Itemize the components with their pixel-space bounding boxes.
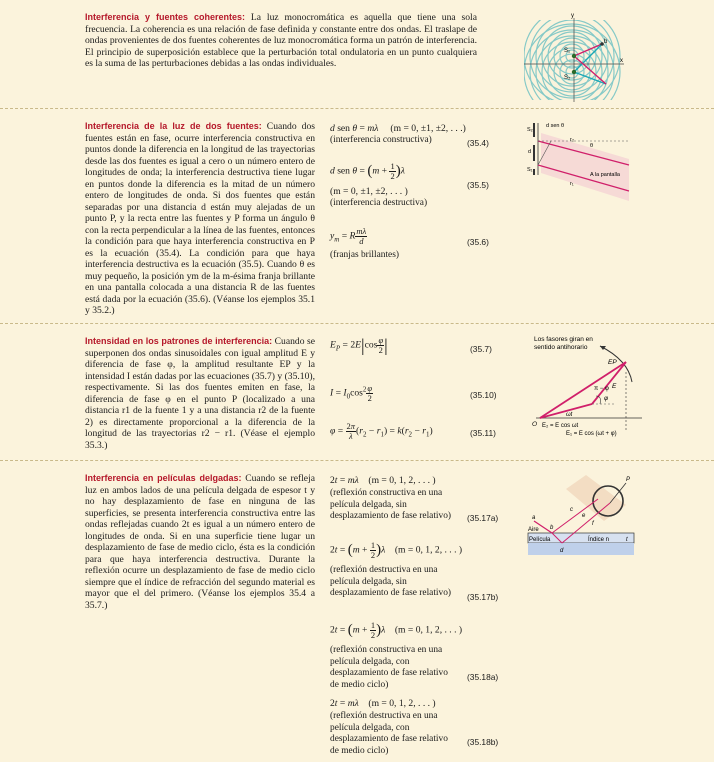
eq-35-18a-number: (35.18a)	[467, 672, 499, 682]
eq-35-4-range: (m = 0, ±1, ±2, . . .)	[390, 123, 466, 134]
equation-35-4: d sen θ = mλ (m = 0, ±1, ±2, . . .)	[330, 123, 466, 134]
section-dos-fuentes-heading: Interferencia de la luz de dos fuentes:	[85, 121, 262, 131]
section-peliculas	[0, 461, 714, 762]
fig4-indice-label: Índice n	[588, 537, 610, 543]
fig4-t-label: t	[626, 537, 628, 543]
two-source-geometry-figure	[526, 121, 636, 201]
eq-35-17b-range: (m = 0, 1, 2, . . . )	[394, 544, 463, 556]
fig2-r1-label: r₁	[570, 181, 574, 187]
fig3-o-label: O	[532, 421, 538, 428]
fig2-dsen-label: d sen θ	[546, 123, 565, 129]
wave-interference-figure	[520, 12, 628, 104]
eq-35-17a-note: (reflexión constructiva en una película delgada, sin desplazamiento de fase relativo)	[330, 488, 452, 521]
fig2-s2-label: S₂	[527, 127, 533, 133]
eq-35-18b-number: (35.18b)	[467, 737, 499, 747]
fig4-f-label: f	[592, 521, 594, 527]
fig4-a-label: a	[532, 515, 536, 521]
eq-35-18b-range: (m = 0, 1, 2, . . . )	[368, 698, 436, 709]
section-intensidad	[0, 324, 714, 460]
fig4-b-label: b	[550, 525, 554, 531]
fig2-r2-label: r₂	[570, 137, 574, 143]
section-intensidad-body: Cuando se superponen dos ondas sinusoidales con igual amplitud E y diferencia de fase φ, la amplitud resultante EP y la intensidad I están dadas por las ecuaciones (35.7) y (35.10), respectivamente. Si las dos fuentes emiten en fase, la diferencia de fase φ en el punto P (localizado a una distancia r1 de la fuente 1 y a una distancia r2 de la fuente 2) es directamente proporcional a la diferencia de la longitud de las trayectorias r2 − r1. (Véase el ejemplo 35.3.)	[85, 336, 315, 451]
fig4-p-label: P	[626, 477, 631, 483]
eq-35-11-number: (35.11)	[470, 428, 496, 438]
fig2-s1-label: S₁	[527, 167, 533, 173]
fig4-aire-label: Aire	[528, 527, 539, 533]
eq-35-18a-range: (m = 0, 1, 2, . . . )	[394, 624, 463, 636]
fig3-title-line1: Los fasores giran en	[534, 336, 593, 343]
section-intensidad-text	[85, 336, 315, 451]
equation-35-17a: 2t = mλ (m = 0, 1, 2, . . . )	[330, 475, 436, 486]
section-peliculas-body: Cuando se refleja luz en ambos lados de una película delgada de espesor t y no hay desplazamiento de fase en ninguna de las superficies, se presenta interferencia constructiva entre las ondas reflejadas cuando 2t es igual a un número entero de longitudes de onda. Si en una superficie tiene lugar un desplazamiento de fase de medio ciclo, ésta es la condición para que haya interferencia destructiva. Durante la reflexión ocurre un desplazamiento de fase de medio ciclo siempre que el índice de refracción del segundo material es mayor que el del primero. (Véanse los ejemplos 35.4 a 35.7.)	[85, 473, 315, 611]
eq-35-4-number: (35.4)	[467, 138, 489, 148]
section-peliculas-heading: Interferencia en películas delgadas:	[85, 473, 242, 483]
section-coherentes-text	[85, 12, 477, 70]
equation-35-17b: 2t = (m + $\frac{1}{2}$ )λ (m = 0, 1, 2, . . . )	[330, 540, 463, 560]
fig3-wt-label: ωt	[566, 412, 573, 418]
fig3-e1-label: E₁ = E cos (ωt + φ)	[566, 431, 617, 437]
section-coherentes	[0, 0, 714, 108]
fig1-y-label: y	[571, 13, 574, 19]
section-intensidad-heading: Intensidad en los patrones de interferencia:	[85, 336, 273, 346]
fig1-s2-label: S₂	[564, 75, 571, 81]
equation-35-6: $y_m = R$ $\frac{m\lambda}{d}$	[330, 226, 367, 246]
equation-35-10: $I = I_0\cos^2$ $\frac{\varphi}{2}$	[330, 383, 373, 403]
equation-35-7: $E_P = 2E|\cos$ $\frac{\varphi}{2}$ |	[330, 334, 388, 355]
fig3-ep-label: EP	[608, 359, 617, 366]
equation-35-11: φ = $\frac{2\pi}{\lambda}$ $(r_2 - r_1) = k(r_2 - r_1)$	[330, 421, 433, 441]
eq-35-5-range: (m = 0, ±1, ±2, . . . )	[330, 186, 408, 197]
fig4-d-label: d	[560, 548, 564, 554]
phasor-figure	[530, 332, 650, 452]
section-coherentes-heading: Interferencia y fuentes coherentes:	[85, 12, 246, 22]
eq-35-4-note: (interferencia constructiva)	[330, 135, 432, 145]
fig3-pi-phi-label: π − φ	[594, 386, 609, 392]
fig1-b-label: b	[604, 39, 608, 45]
fig4-pelicula-label: Película	[529, 537, 551, 543]
fig3-phi-label: φ	[604, 395, 609, 402]
eq-35-17a-range: (m = 0, 1, 2, . . . )	[368, 475, 436, 486]
eq-35-17a-number: (35.17a)	[467, 513, 499, 523]
equation-35-5: d sen θ = (m + $\frac{1}{2}$ )λ	[330, 161, 405, 181]
eq-35-5-number: (35.5)	[467, 180, 489, 190]
eq-35-6-note: (franjas brillantes)	[330, 250, 399, 260]
equation-35-18a: 2t = (m + $\frac{1}{2}$ )λ (m = 0, 1, 2, . . . )	[330, 620, 463, 640]
fig3-e2-label: E₂ = E cos ωt	[542, 423, 579, 429]
equation-35-18b: 2t = mλ (m = 0, 1, 2, . . . )	[330, 698, 436, 709]
fig2-theta-label: θ	[590, 143, 594, 149]
fig2-d-label: d	[528, 149, 532, 155]
section-dos-fuentes-body: Cuando dos fuentes están en fase, ocurre interferencia constructiva en puntos donde la diferencia en la longitud de las trayectorias desde las dos fuentes es igual a cero o un número entero de longitudes de onda; la interferencia destructiva tiene lugar en puntos donde la diferencia es la mitad de un número entero de longitudes de onda. Si dos fuentes que están separadas por una distancia d están muy alejadas de un punto P, y la recta entre las fuentes y P forma un ángulo θ con la recta perpendicular a la línea de las fuentes, entonces la condición para que haya interferencia constructiva en P es la ecuación (35.4). La condición para que haya interferencia destructiva es la ecuación (35.5). Cuando θ es muy pequeño, la posición ym de la m-ésima franja brillante en una pantalla colocada a una distancia R de las fuentes está dada por la ecuación (35.6). (Véanse los ejemplos 35.1 y 35.2.)	[85, 121, 315, 316]
eq-35-10-number: (35.10)	[470, 390, 497, 400]
eq-35-17b-note: (reflexión destructiva en una película delgada, sin desplazamiento de fase relativo)	[330, 565, 452, 598]
fig2-pantalla-label: A la pantalla	[590, 172, 620, 178]
fig4-c-label: c	[570, 507, 573, 513]
thin-film-figure	[526, 469, 638, 565]
fig1-x-label: x	[620, 58, 623, 64]
eq-35-5-note: (interferencia destructiva)	[330, 198, 428, 208]
eq-35-7-number: (35.7)	[470, 344, 492, 354]
eq-35-17b-number: (35.17b)	[467, 592, 499, 602]
section-dos-fuentes-text	[85, 121, 315, 317]
eq-35-18b-note: (reflexión destructiva en una película delgada, con desplazamiento de fase relativo de medio ciclo)	[330, 711, 448, 756]
section-peliculas-text	[85, 473, 315, 611]
fig4-e-label: e	[582, 513, 586, 519]
section-dos-fuentes	[0, 109, 714, 323]
eq-35-18a-note: (reflexión constructiva en una película delgada, con desplazamiento de fase relativo de medio ciclo)	[330, 645, 448, 690]
eq-35-6-number: (35.6)	[467, 237, 489, 247]
fig3-e-label: E	[612, 383, 617, 390]
section-coherentes-body: La luz monocromática es aquella que tiene una sola frecuencia. La coherencia es una relación de fase definida y constante entre dos ondas. El traslape de ondas provenientes de dos fuentes coherentes de luz monocromática forma un patrón de interferencia. El principio de superposición establece que la perturbación total ondulatoria en un punto cualquiera es la suma de las perturbaciones debidas a las ondas individuales.	[85, 12, 477, 69]
fig1-s1-label: S₁	[564, 48, 571, 54]
fig3-title-line2: sentido antihorario	[534, 344, 588, 351]
